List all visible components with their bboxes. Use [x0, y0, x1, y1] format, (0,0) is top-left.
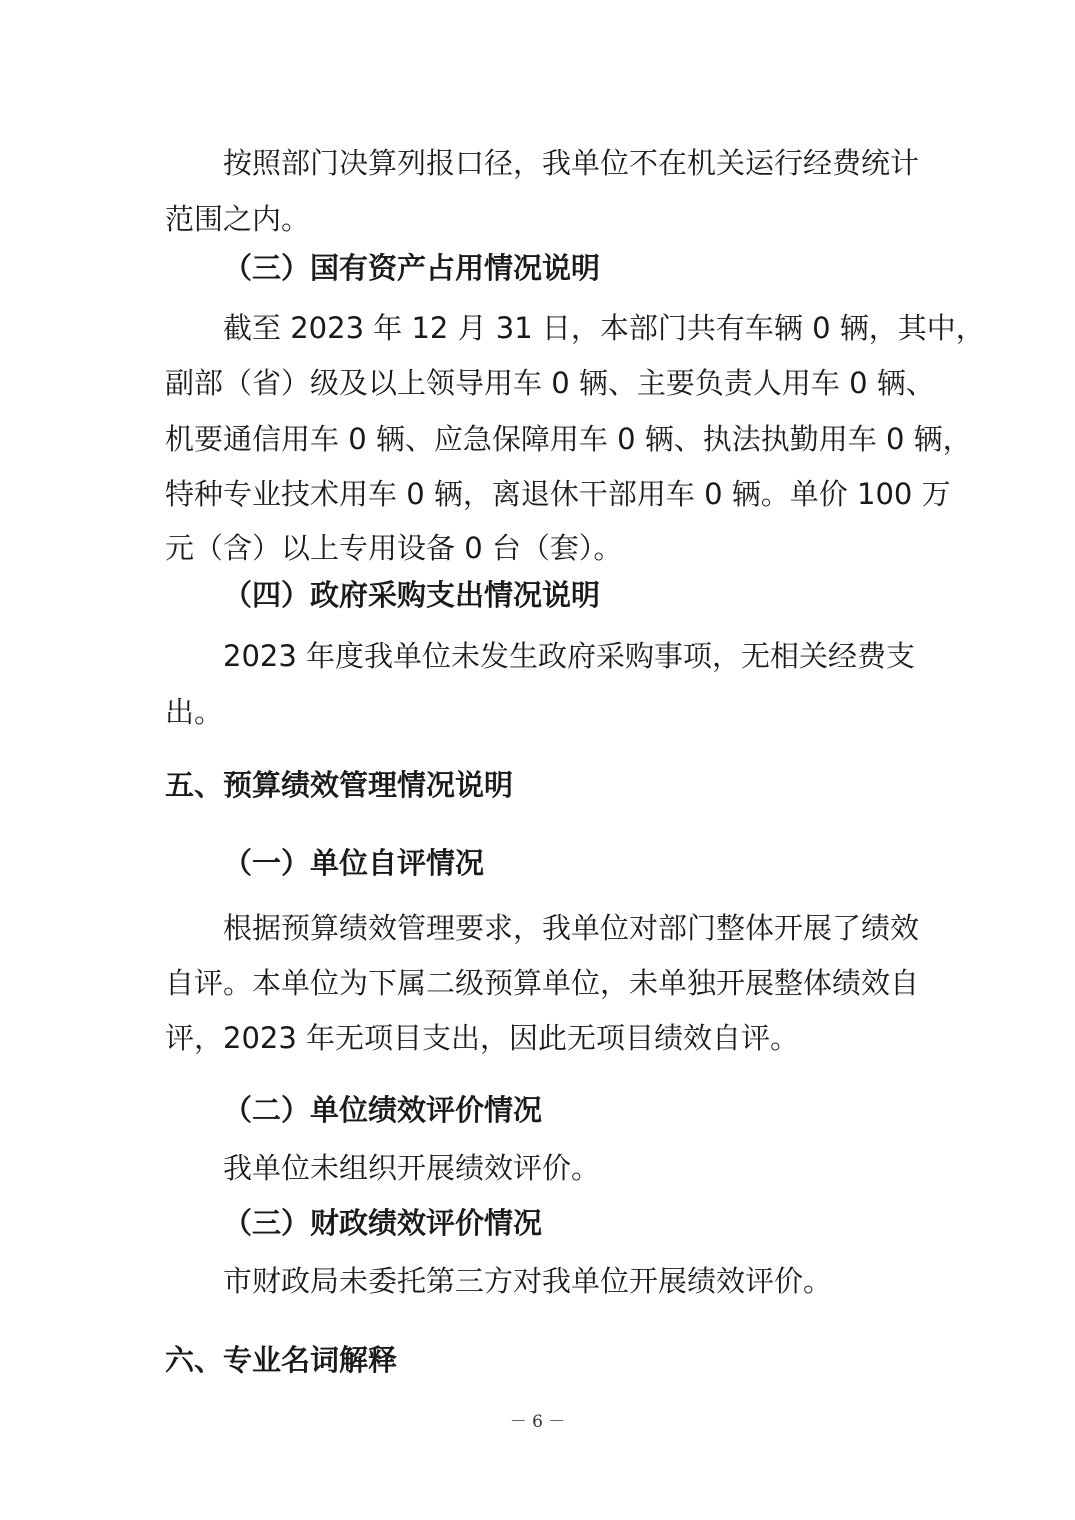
sub-heading-procurement: （四）政府采购支出情况说明 [223, 578, 601, 612]
paragraph-line: 根据预算绩效管理要求，我单位对部门整体开展了绩效 [223, 911, 920, 945]
paragraph-line: 元（含）以上专用设备 0 台（套）。 [165, 531, 623, 565]
paragraph-line: 副部（省）级及以上领导用车 0 辆、主要负责人用车 0 辆、 [165, 366, 935, 400]
sub-heading-self-evaluation: （一）单位自评情况 [223, 846, 485, 880]
sub-heading-fiscal-evaluation: （三）财政绩效评价情况 [223, 1206, 543, 1240]
section-heading-glossary: 六、专业名词解释 [165, 1343, 398, 1377]
paragraph-line: 市财政局未委托第三方对我单位开展绩效评价。 [223, 1264, 833, 1298]
paragraph-line: 按照部门决算列报口径，我单位不在机关运行经费统计 [223, 146, 920, 180]
paragraph-line: 2023 年度我单位未发生政府采购事项，无相关经费支 [223, 639, 916, 673]
sub-heading-assets: （三）国有资产占用情况说明 [223, 251, 601, 285]
paragraph-line: 出。 [165, 695, 224, 729]
paragraph-line: 截至 2023 年 12 月 31 日，本部门共有车辆 0 辆，其中， [223, 311, 985, 345]
paragraph-line: 范围之内。 [165, 202, 311, 236]
sub-heading-unit-evaluation: （二）单位绩效评价情况 [223, 1093, 543, 1127]
paragraph-line: 评，2023 年无项目支出，因此无项目绩效自评。 [165, 1021, 800, 1055]
paragraph-line: 我单位未组织开展绩效评价。 [223, 1151, 601, 1185]
paragraph-line: 机要通信用车 0 辆、应急保障用车 0 辆、执法执勤用车 0 辆， [165, 422, 972, 456]
paragraph-line: 特种专业技术用车 0 辆，离退休干部用车 0 辆。单价 100 万 [165, 477, 951, 511]
page-number: － 6 － [509, 1412, 566, 1432]
paragraph-line: 自评。本单位为下属二级预算单位，未单独开展整体绩效自 [165, 966, 920, 1000]
section-heading-budget-performance: 五、预算绩效管理情况说明 [165, 768, 514, 802]
